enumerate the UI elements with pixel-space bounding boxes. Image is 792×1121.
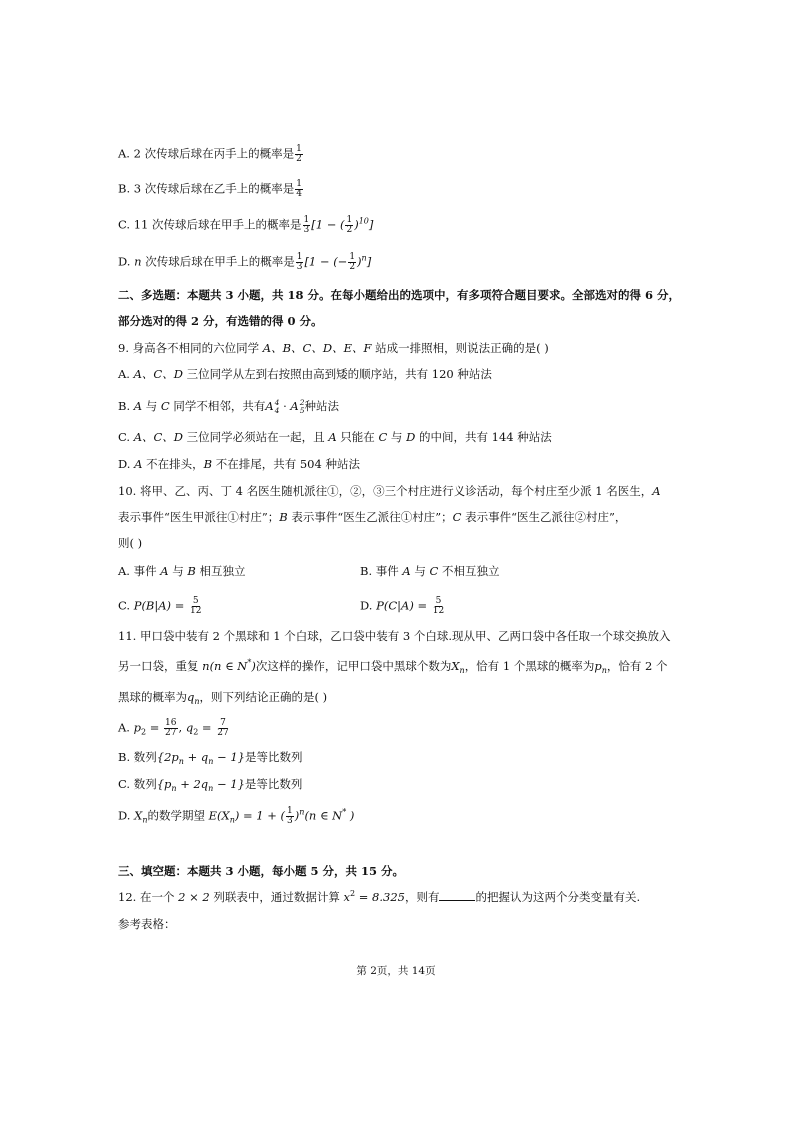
q11-option-b: B. 数列$\{2p_n + q_n - 1\}$是等比数列 [118,750,303,766]
q10-option-c: C. P(B|A) = $\frac{5}{12}$ [118,596,202,616]
q9-option-d: D. A 不在排头，B 不在排尾，共有 504 种站法 [118,457,360,471]
q12-stem: 12. 在一个 2 × 2 列联表中，通过数据计算 $x^2 = 8.325$，则有 的把握认为这两个分类变量有关. [118,889,641,904]
page-footer: 第 2页，共 14页 [356,965,436,977]
q8-option-b: B. 3 次传球后球在乙手上的概率是 $\frac{1}{4}$ [118,179,302,199]
q11-stem-line3: 黑球的概率为$q_n$，则下列结论正确的是( ) [118,690,328,706]
q8-option-c: C. 11 次传球后球在甲手上的概率是 $\frac{1}{3}$ [1 − ( $\frac{1}{2}$ )$^{10}$] [118,215,374,235]
fraction: $\frac{7}{27}$ [217,718,229,738]
fraction: $\frac{1}{2}$ [346,215,353,235]
fraction: $\frac{1}{2}$ [296,144,302,164]
fraction: $\frac{1}{3}$ [303,215,310,235]
q9-option-b: B. A 与 C 同学不相邻，共有A 4 4 · A 2 5 种站法 [118,398,340,415]
q10-option-d: D. P(C|A) = $\frac{5}{12}$ [360,596,445,616]
answer-blank [439,889,475,901]
q10-stem-line3: 则( ) [118,536,143,550]
q11-stem-line1: 11. 甲口袋中装有 2 个黑球和 1 个白球，乙口袋中装有 3 个白球.现从甲、乙两口袋中各任取一个球交换放入 [118,629,671,643]
fraction: $\frac{1}{4}$ [296,179,302,199]
fraction: $\frac{1}{3}$ [287,806,293,826]
section-2-heading: 二、多选题：本题共 3 小题，共 18 分。在每小题给出的选项中，有多项符合题目要求。全部选对的得 6 分， [118,288,681,302]
q9-stem: 9. 身高各不相同的六位同学 A、B、C、D、E、F 站成一排照相，则说法正确的是( ) [118,341,549,355]
q9-option-a: A. A、C、D 三位同学从左到右按照由高到矮的顺序站，共有 120 种站法 [118,367,492,381]
q10-stem-line2: 表示事件“医生甲派往①村庄”；B 表示事件“医生乙派往①村庄”；C 表示事件“医生乙派往②村庄”， [118,510,627,524]
q8-option-d: D. n 次传球后球在甲手上的概率是 $\frac{1}{3}$ [1 − (− $\frac{1}{2}$ )$^n$] [118,252,372,272]
fraction: $\frac{1}{2}$ [349,252,356,272]
fraction: $\frac{1}{3}$ [296,252,303,272]
fraction: $\frac{5}{12}$ [432,596,445,616]
q10-option-a: A. 事件 A 与 B 相互独立 [118,564,246,578]
q11-option-a: A. $p_2$ = $\frac{16}{27}$ , $q_2$ = $\frac{7}{27}$ [118,718,229,738]
q11-option-c: C. 数列$\{p_n + 2q_n - 1\}$是等比数列 [118,777,303,793]
q8-option-a: A. 2 次传球后球在丙手上的概率是 $\frac{1}{2}$ [118,144,302,164]
q10-option-b: B. 事件 A 与 C 不相互独立 [360,564,500,578]
q10-stem-line1: 10. 将甲、乙、丙、丁 4 名医生随机派往①，②，③三个村庄进行义诊活动，每个村庄至少派 1 名医生，A [118,484,661,498]
q12-reference-table-label: 参考表格： [118,917,176,931]
q9-option-c: C. A、C、D 三位同学必须站在一起，且 A 只能在 C 与 D 的中间，共有 144 种站法 [118,430,552,444]
q11-stem-line2: 另一口袋，重复 n(n ∈ N*)次这样的操作，记甲口袋中黑球个数为$X_n$，恰有 1 个黑球的概率为$p_n$，恰有 2 个 [118,658,668,675]
q11-option-d: D. $X_n$的数学期望 $E(X_n) = 1$ + ( $\frac{1}{3}$ )$^n$(n ∈ N* ) [118,806,355,826]
section-3-heading: 三、填空题：本题共 3 小题，每小题 5 分，共 15 分。 [118,864,405,878]
fraction: $\frac{5}{12}$ [190,596,202,616]
section-2-heading-cont: 部分选对的得 2 分，有选错的得 0 分。 [118,314,323,328]
fraction: $\frac{16}{27}$ [165,718,177,738]
